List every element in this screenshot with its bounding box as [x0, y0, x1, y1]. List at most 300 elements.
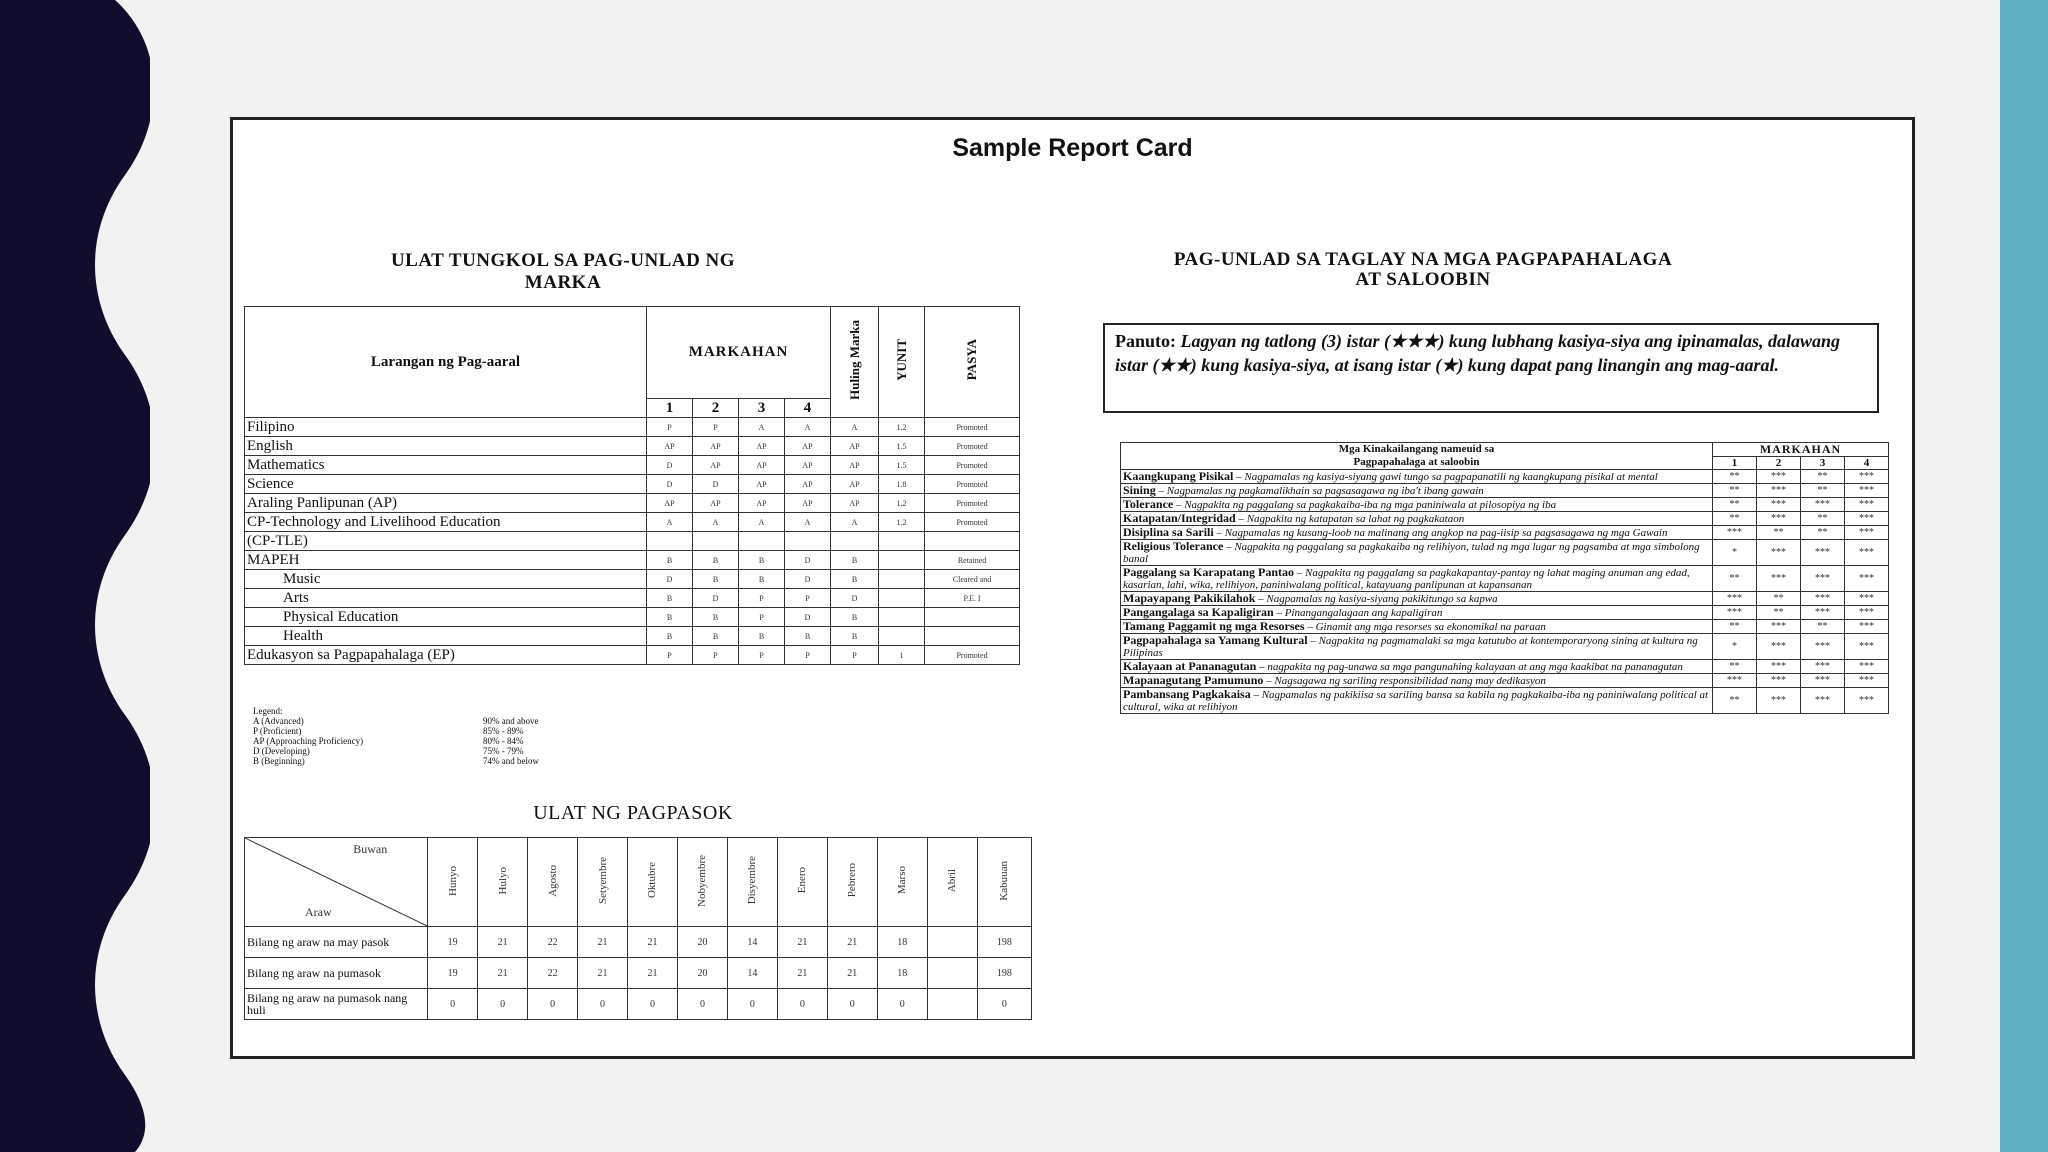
values-row — [1121, 674, 1889, 688]
values-row — [1121, 512, 1889, 526]
attendance-corner — [245, 838, 428, 927]
values-row — [1121, 484, 1889, 498]
value-description — [1121, 592, 1713, 606]
attendance-table — [244, 837, 1032, 1020]
attendance-value: 198 — [977, 927, 1031, 958]
grade-final: AP — [831, 456, 879, 475]
quarter-grade: P — [785, 646, 831, 665]
attendance-value: 19 — [428, 927, 478, 958]
quarter-grade: AP — [785, 456, 831, 475]
attendance-value: 22 — [528, 958, 578, 989]
grade-final: AP — [831, 494, 879, 513]
values-row — [1121, 470, 1889, 484]
grade-remarks: Promoted — [925, 646, 1020, 665]
value-mark: ** — [1713, 688, 1757, 714]
attendance-value: 21 — [578, 927, 628, 958]
attendance-value: 0 — [727, 989, 777, 1020]
value-mark: *** — [1757, 540, 1801, 566]
quarter-grade: D — [785, 608, 831, 627]
values-quarter-header: 4 — [1845, 456, 1889, 470]
attendance-value: 21 — [628, 927, 678, 958]
quarter-header: 3 — [739, 399, 785, 418]
value-mark: ** — [1713, 484, 1757, 498]
grade-remarks — [925, 532, 1020, 551]
value-mark: *** — [1845, 606, 1889, 620]
grade-row — [245, 627, 1020, 646]
quarter-grade: A — [785, 513, 831, 532]
grade-row — [245, 494, 1020, 513]
grade-units — [879, 627, 925, 646]
value-description — [1121, 688, 1713, 714]
grade-units: 1.2 — [879, 494, 925, 513]
month-header — [727, 838, 777, 927]
value-mark: *** — [1713, 674, 1757, 688]
legend-title: Legend: — [253, 706, 283, 716]
report-card-image — [230, 117, 1915, 1059]
values-row — [1121, 540, 1889, 566]
value-mark: ** — [1713, 512, 1757, 526]
quarter-grade: B — [647, 627, 693, 646]
value-description — [1121, 620, 1713, 634]
value-desc-text: – Nagpakita ng katapatan sa lahat ng pagkakataon — [1238, 513, 1465, 525]
legend-item — [253, 746, 593, 756]
quarter-grade: P — [739, 646, 785, 665]
value-desc-text: – Nagpakita ng paggalang sa pagkakaiba ng relihiyon, tulad ng mga lugar ng pagsamba at mga simbolong banal — [1123, 541, 1700, 565]
left-wave-decoration — [0, 0, 150, 1152]
grade-final: AP — [831, 475, 879, 494]
value-name: Mapanagutang Pamumuno — [1123, 673, 1264, 687]
value-desc-text: – Nagpakita ng paggalang sa pagkakaiba-iba ng mga paniniwala at pilosopiya ng iba — [1175, 499, 1557, 511]
grade-final: B — [831, 608, 879, 627]
value-name: Paggalang sa Karapatang Pantao — [1123, 565, 1295, 579]
final-grade-header: Huling Marka — [846, 319, 862, 400]
attendance-value: 21 — [628, 958, 678, 989]
attendance-value: 21 — [578, 958, 628, 989]
values-header — [1121, 443, 1713, 470]
value-mark: *** — [1757, 566, 1801, 592]
quarter-grade: AP — [647, 494, 693, 513]
values-quarter-header: 2 — [1757, 456, 1801, 470]
quarter-grade: B — [647, 589, 693, 608]
quarter-grade: A — [739, 513, 785, 532]
value-mark: *** — [1801, 634, 1845, 660]
grade-final — [831, 532, 879, 551]
quarter-grade: D — [693, 475, 739, 494]
grade-remarks: Retained — [925, 551, 1020, 570]
value-mark: *** — [1757, 498, 1801, 512]
grade-remarks: Promoted — [925, 437, 1020, 456]
month-label: Disyembre — [746, 856, 759, 905]
value-mark: *** — [1713, 606, 1757, 620]
subject-name: Araling Panlipunan (AP) — [245, 494, 647, 513]
month-label: Enero — [796, 867, 809, 894]
quarter-grade: D — [647, 475, 693, 494]
subject-header: Larangan ng Pag-aaral — [245, 307, 647, 418]
value-mark: *** — [1757, 470, 1801, 484]
value-mark: *** — [1801, 540, 1845, 566]
value-name: Mapayapang Pakikilahok — [1123, 591, 1256, 605]
markahan-header: MARKAHAN — [647, 307, 831, 399]
attendance-value — [927, 927, 977, 958]
month-label: Kabuuan — [998, 860, 1011, 901]
attendance-row — [245, 927, 1032, 958]
subject-name: Science — [245, 475, 647, 494]
quarter-grade: AP — [785, 494, 831, 513]
value-desc-text: – Nagpamalas ng pagkamalikhain sa pagsasagawa ng iba't ibang gawain — [1158, 485, 1484, 497]
values-header-line-1: Mga Kinakailangang nameuid sa — [1338, 443, 1495, 455]
quarter-grade — [647, 532, 693, 551]
grade-row — [245, 475, 1020, 494]
grade-remarks — [925, 627, 1020, 646]
value-mark: *** — [1845, 566, 1889, 592]
quarter-grade: A — [693, 513, 739, 532]
value-mark: *** — [1757, 660, 1801, 674]
right-accent-bar — [2000, 0, 2048, 1152]
quarter-header: 1 — [647, 399, 693, 418]
value-name: Pagpapahalaga sa Yamang Kultural — [1123, 633, 1308, 647]
grade-final: P — [831, 646, 879, 665]
subject-name: Physical Education — [245, 608, 647, 627]
value-name: Kalayaan at Pananagutan — [1123, 659, 1257, 673]
value-name: Pangangalaga sa Kapaligiran — [1123, 605, 1274, 619]
month-header — [578, 838, 628, 927]
grade-row — [245, 646, 1020, 665]
quarter-grade: P — [647, 418, 693, 437]
value-mark: *** — [1845, 540, 1889, 566]
attendance-value: 21 — [478, 927, 528, 958]
value-description — [1121, 634, 1713, 660]
quarter-grade: B — [693, 570, 739, 589]
quarter-grade: P — [785, 589, 831, 608]
quarter-grade: P — [693, 646, 739, 665]
grade-units: 1.2 — [879, 418, 925, 437]
grade-final: A — [831, 418, 879, 437]
values-row — [1121, 634, 1889, 660]
month-label: Setyembre — [596, 856, 609, 905]
value-mark: *** — [1801, 688, 1845, 714]
quarter-grade: A — [785, 418, 831, 437]
attendance-value: 20 — [677, 958, 727, 989]
value-name: Religious Tolerance — [1123, 539, 1224, 553]
grade-remarks: Promoted — [925, 456, 1020, 475]
values-row — [1121, 660, 1889, 674]
attendance-value: 0 — [478, 989, 528, 1020]
month-header — [528, 838, 578, 927]
attendance-value — [927, 958, 977, 989]
value-name: Tolerance — [1123, 497, 1174, 511]
value-mark: *** — [1845, 498, 1889, 512]
month-header — [478, 838, 528, 927]
quarter-grade: B — [785, 627, 831, 646]
grade-row — [245, 589, 1020, 608]
values-row — [1121, 498, 1889, 512]
attendance-value: 0 — [677, 989, 727, 1020]
value-desc-text: – Nagpakita ng paggalang sa pagkakapantay-pantay ng lahat maging anuman ang edad, kasarian, lahi, wika, relihiyon, paniniwalang political, katayuang panlipunan at kapansanan — [1123, 567, 1690, 591]
grade-units: 1.5 — [879, 456, 925, 475]
attendance-value: 22 — [528, 927, 578, 958]
quarter-header: 2 — [693, 399, 739, 418]
values-row — [1121, 592, 1889, 606]
attendance-value: 18 — [877, 927, 927, 958]
attendance-value: 0 — [977, 989, 1031, 1020]
legend-range: 85% - 89% — [483, 726, 524, 736]
value-mark: * — [1713, 634, 1757, 660]
quarter-grade: B — [739, 627, 785, 646]
grade-row — [245, 418, 1020, 437]
grade-final: D — [831, 589, 879, 608]
value-mark: *** — [1845, 688, 1889, 714]
value-mark: *** — [1757, 674, 1801, 688]
attendance-value: 21 — [777, 927, 827, 958]
quarter-grade: AP — [739, 475, 785, 494]
grade-units: 1.2 — [879, 513, 925, 532]
month-label: Oktubre — [646, 862, 659, 899]
quarter-grade: AP — [785, 437, 831, 456]
value-desc-text: – Nagpamalas ng pakikiisa sa sariling bansa sa kabila ng pagkakaiba-iba ng paniniwalang political at cultural, wika at relihiyon — [1123, 689, 1709, 713]
value-mark: *** — [1845, 634, 1889, 660]
month-header — [777, 838, 827, 927]
card-title: Sample Report Card — [952, 134, 1193, 162]
month-header — [977, 838, 1031, 927]
instructions-label: Panuto: — [1115, 331, 1177, 351]
legend-item — [253, 756, 593, 766]
subject-name: English — [245, 437, 647, 456]
attendance-value: 18 — [877, 958, 927, 989]
grade-row — [245, 437, 1020, 456]
value-desc-text: – Nagpamalas ng kasiya-siyang pakikitungo sa kapwa — [1258, 593, 1498, 605]
subject-name: (CP-TLE) — [245, 532, 647, 551]
values-row — [1121, 606, 1889, 620]
subject-name: Edukasyon sa Pagpapahalaga (EP) — [245, 646, 647, 665]
values-quarter-header: 1 — [1713, 456, 1757, 470]
value-mark: *** — [1757, 620, 1801, 634]
subject-name: MAPEH — [245, 551, 647, 570]
legend-item — [253, 716, 593, 726]
attendance-value: 21 — [777, 958, 827, 989]
quarter-grade — [739, 532, 785, 551]
value-mark: *** — [1801, 498, 1845, 512]
legend-range: 80% - 84% — [483, 736, 524, 746]
grade-remarks: Promoted — [925, 513, 1020, 532]
remarks-header: PASYA — [964, 338, 980, 381]
quarter-grade: B — [647, 608, 693, 627]
month-header — [877, 838, 927, 927]
attendance-value: 0 — [428, 989, 478, 1020]
attendance-row-label: Bilang ng araw na pumasok — [245, 958, 428, 989]
values-title-line-1: PAG-UNLAD SA TAGLAY NA MGA PAGPAPAHALAGA — [1173, 249, 1673, 270]
grade-units — [879, 589, 925, 608]
value-mark: *** — [1845, 620, 1889, 634]
quarter-grade: P — [739, 589, 785, 608]
quarter-grade: A — [739, 418, 785, 437]
value-mark: *** — [1845, 526, 1889, 540]
value-description — [1121, 484, 1713, 498]
legend-range: 75% - 79% — [483, 746, 524, 756]
value-name: Tamang Paggamit ng mga Resorses — [1123, 619, 1305, 633]
grade-row — [245, 551, 1020, 570]
value-mark: *** — [1801, 592, 1845, 606]
grade-units: 1.8 — [879, 475, 925, 494]
legend — [253, 706, 593, 766]
value-mark: *** — [1801, 606, 1845, 620]
value-mark: *** — [1845, 512, 1889, 526]
month-header — [428, 838, 478, 927]
values-quarter-header: 3 — [1801, 456, 1845, 470]
month-label: Marso — [896, 866, 909, 895]
grade-row — [245, 570, 1020, 589]
value-mark: *** — [1801, 660, 1845, 674]
grade-units — [879, 551, 925, 570]
legend-item — [253, 726, 593, 736]
value-description — [1121, 606, 1713, 620]
month-header — [628, 838, 678, 927]
value-mark: *** — [1801, 566, 1845, 592]
value-mark: ** — [1757, 592, 1801, 606]
grade-row — [245, 532, 1020, 551]
subject-name: Health — [245, 627, 647, 646]
value-name: Sining — [1123, 483, 1156, 497]
value-name: Kaangkupang Pisikal — [1123, 469, 1234, 483]
value-desc-text: – Nagpamalas ng kusang-loob na malinang ang angkop na pag-iisip sa pagsasagawa ng mga Gawain — [1216, 527, 1668, 539]
grade-remarks: Promoted — [925, 418, 1020, 437]
month-label: Nobyembre — [696, 854, 709, 907]
quarter-grade: B — [693, 608, 739, 627]
instructions-text: Lagyan ng tatlong (3) istar (★★★) kung lubhang kasiya-siya ang ipinamalas, dalawang istar (★★) kung kasiya-siya, at isang istar (★) kung dapat pang linangin ang mag-aaral. — [1115, 331, 1841, 375]
month-label: Hulyo — [496, 866, 509, 895]
grade-remarks: Promoted — [925, 475, 1020, 494]
quarter-grade — [693, 532, 739, 551]
grade-remarks: Promoted — [925, 494, 1020, 513]
instructions-box — [1103, 323, 1879, 413]
attendance-value: 0 — [877, 989, 927, 1020]
grade-remarks: P.E. I — [925, 589, 1020, 608]
values-row — [1121, 620, 1889, 634]
attendance-title: ULAT NG PAGPASOK — [533, 802, 733, 824]
attendance-row-label: Bilang ng araw na may pasok — [245, 927, 428, 958]
value-mark: *** — [1713, 592, 1757, 606]
quarter-header: 4 — [785, 399, 831, 418]
attendance-row — [245, 989, 1032, 1020]
subject-name: CP-Technology and Livelihood Education — [245, 513, 647, 532]
legend-label: P (Proficient) — [253, 726, 302, 736]
quarter-grade: A — [647, 513, 693, 532]
value-mark: *** — [1801, 674, 1845, 688]
corner-month-label: Buwan — [353, 842, 388, 856]
grade-row — [245, 608, 1020, 627]
value-mark: ** — [1801, 484, 1845, 498]
quarter-grade: AP — [693, 437, 739, 456]
grade-final: B — [831, 627, 879, 646]
quarter-grade: B — [693, 627, 739, 646]
units-header: YUNIT — [893, 338, 909, 381]
legend-label: AP (Approaching Proficiency) — [253, 736, 364, 746]
value-desc-text: – Nagsagawa ng sariling responsibilidad nang may dedikasyon — [1266, 675, 1546, 687]
corner-day-label: Araw — [305, 905, 332, 919]
value-mark: ** — [1801, 620, 1845, 634]
value-mark: *** — [1713, 526, 1757, 540]
attendance-row — [245, 958, 1032, 989]
value-mark: *** — [1757, 512, 1801, 526]
attendance-value: 14 — [727, 958, 777, 989]
month-label: Abril — [946, 868, 959, 893]
value-mark: *** — [1757, 484, 1801, 498]
value-mark: *** — [1757, 634, 1801, 660]
value-desc-text: – Ginamit ang mga resorses sa ekonomikal na paraan — [1307, 621, 1546, 633]
value-mark: *** — [1845, 592, 1889, 606]
value-description — [1121, 674, 1713, 688]
values-table — [1120, 442, 1889, 714]
attendance-value: 0 — [578, 989, 628, 1020]
subject-name: Filipino — [245, 418, 647, 437]
quarter-grade — [785, 532, 831, 551]
value-desc-text: – nagpakita ng pag-unawa sa mga pangunahing kalayaan at ang mga kaakibat na pananagutan — [1259, 661, 1683, 673]
legend-label: A (Advanced) — [253, 716, 304, 726]
attendance-value: 0 — [777, 989, 827, 1020]
quarter-grade: AP — [739, 456, 785, 475]
quarter-grade: AP — [785, 475, 831, 494]
grade-final: A — [831, 513, 879, 532]
attendance-value — [927, 989, 977, 1020]
grade-row — [245, 456, 1020, 475]
quarter-grade: AP — [739, 437, 785, 456]
quarter-grade: B — [739, 570, 785, 589]
grade-units — [879, 608, 925, 627]
value-mark: *** — [1757, 688, 1801, 714]
values-row — [1121, 688, 1889, 714]
month-label: Agosto — [546, 864, 559, 897]
attendance-value: 21 — [478, 958, 528, 989]
value-mark: ** — [1801, 526, 1845, 540]
attendance-value: 0 — [628, 989, 678, 1020]
value-name: Katapatan/Integridad — [1123, 511, 1236, 525]
attendance-value: 0 — [528, 989, 578, 1020]
attendance-value: 198 — [977, 958, 1031, 989]
value-description — [1121, 526, 1713, 540]
value-description — [1121, 660, 1713, 674]
quarter-grade: AP — [693, 456, 739, 475]
grade-units: 1.5 — [879, 437, 925, 456]
attendance-row-label: Bilang ng araw na pumasok nang huli — [245, 989, 428, 1020]
legend-range: 90% and above — [483, 716, 539, 726]
quarter-grade: AP — [739, 494, 785, 513]
month-header — [827, 838, 877, 927]
value-desc-text: – Pinangangalagaan ang kapaligiran — [1276, 607, 1443, 619]
subject-name: Mathematics — [245, 456, 647, 475]
grade-remarks: Cleared and — [925, 570, 1020, 589]
grade-units: 1 — [879, 646, 925, 665]
grade-final: B — [831, 570, 879, 589]
value-mark: *** — [1845, 660, 1889, 674]
legend-range: 74% and below — [483, 756, 539, 766]
grade-row — [245, 513, 1020, 532]
value-desc-text: – Nagpakita ng pagmamalaki sa mga katutubo at kontemporaryong sining at kultura ng Pilipinas — [1123, 635, 1698, 659]
quarter-grade: AP — [647, 437, 693, 456]
value-mark: ** — [1801, 512, 1845, 526]
values-title-line-2: AT SALOOBIN — [1355, 269, 1491, 290]
grades-table — [244, 306, 1020, 665]
quarter-grade: B — [647, 551, 693, 570]
quarter-grade: D — [785, 570, 831, 589]
attendance-value: 0 — [827, 989, 877, 1020]
month-label: Pebrero — [846, 863, 859, 898]
value-mark: * — [1713, 540, 1757, 566]
value-name: Disiplina sa Sarili — [1123, 525, 1214, 539]
attendance-value: 19 — [428, 958, 478, 989]
value-mark: ** — [1757, 526, 1801, 540]
legend-label: D (Developing) — [253, 746, 310, 756]
value-mark: *** — [1845, 470, 1889, 484]
grade-final: AP — [831, 437, 879, 456]
